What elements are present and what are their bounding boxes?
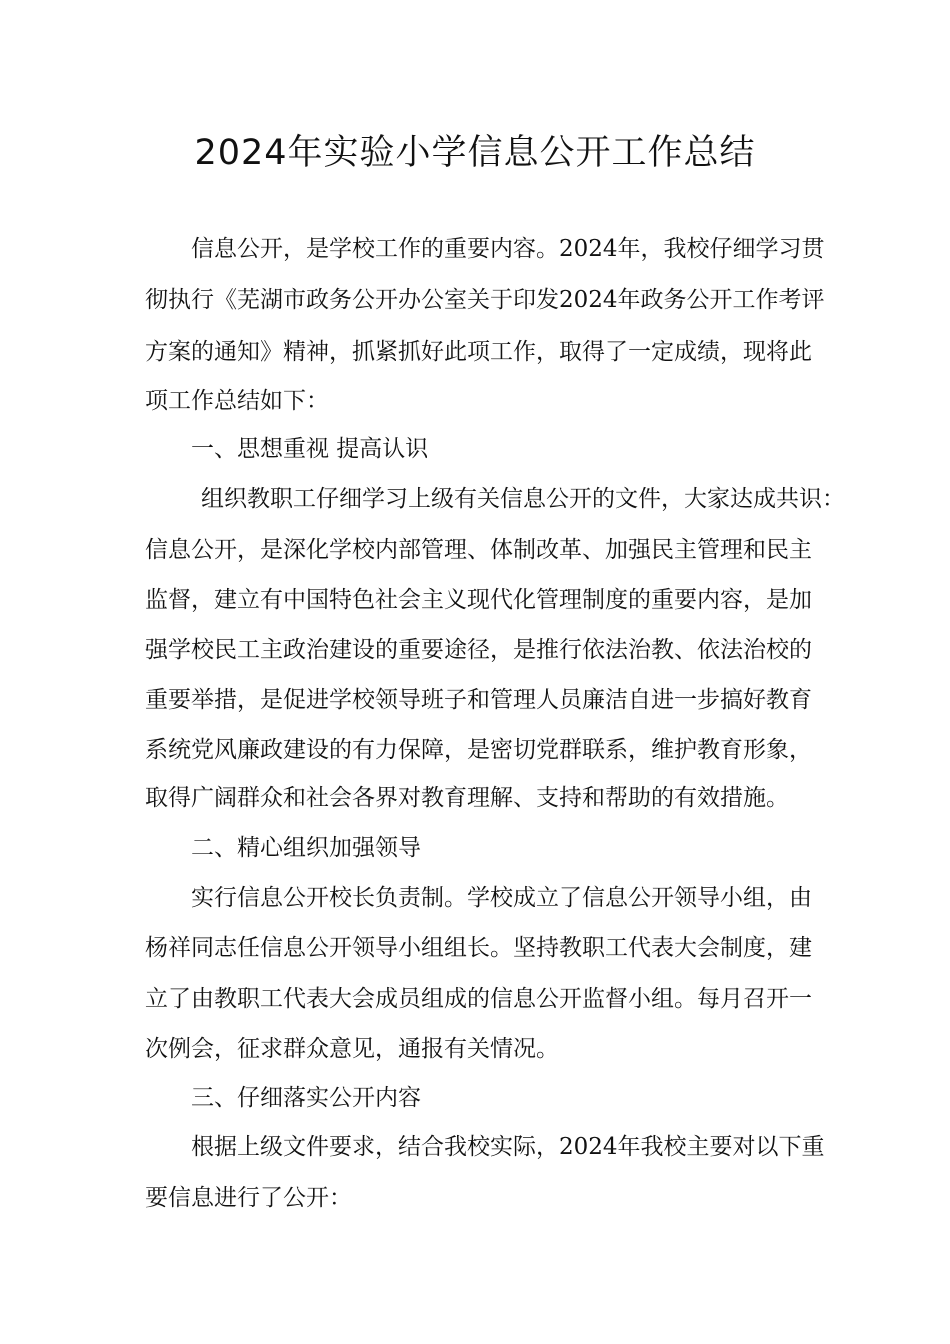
document-title: 2024年实验小学信息公开工作总结 <box>194 133 756 173</box>
paragraph-line: 项工作总结如下： <box>145 388 329 414</box>
paragraph-line: 立了由教职工代表大会成员组成的信息公开监督小组。每月召开一 <box>145 986 812 1012</box>
paragraph-line: 彻执行《芜湖市政务公开办公室关于印发2024年政务公开工作考评 <box>145 287 825 313</box>
paragraph-line: 信息公开，是深化学校内部管理、体制改革、加强民主管理和民主 <box>145 537 812 563</box>
paragraph-line: 信息公开，是学校工作的重要内容。2024年，我校仔细学习贯 <box>191 236 825 262</box>
paragraph-line: 次例会，征求群众意见，通报有关情况。 <box>145 1036 559 1062</box>
paragraph-line: 杨祥同志任信息公开领导小组组长。坚持教职工代表大会制度，建 <box>145 935 812 961</box>
paragraph-line: 监督，建立有中国特色社会主义现代化管理制度的重要内容，是加 <box>145 587 812 613</box>
paragraph-line: 强学校民工主政治建设的重要途径，是推行依法治教、依法治校的 <box>145 637 812 663</box>
section-heading: 二、精心组织加强领导 <box>191 835 421 861</box>
section-heading: 一、思想重视 提高认识 <box>191 436 429 462</box>
paragraph-line: 系统党风廉政建设的有力保障，是密切党群联系，维护教育形象， <box>145 737 812 763</box>
paragraph-line: 取得广阔群众和社会各界对教育理解、支持和帮助的有效措施。 <box>145 785 789 811</box>
section-heading: 三、仔细落实公开内容 <box>191 1085 421 1111</box>
paragraph-line: 要信息进行了公开： <box>145 1185 352 1211</box>
paragraph-line: 重要举措，是促进学校领导班子和管理人员廉洁自进一步搞好教育 <box>145 687 812 713</box>
paragraph-line: 组织教职工仔细学习上级有关信息公开的文件，大家达成共识： <box>201 486 845 512</box>
paragraph-line: 根据上级文件要求，结合我校实际，2024年我校主要对以下重 <box>191 1134 825 1160</box>
paragraph-line: 方案的通知》精神，抓紧抓好此项工作，取得了一定成绩，现将此 <box>145 339 812 365</box>
paragraph-line: 实行信息公开校长负责制。学校成立了信息公开领导小组，由 <box>191 885 812 911</box>
